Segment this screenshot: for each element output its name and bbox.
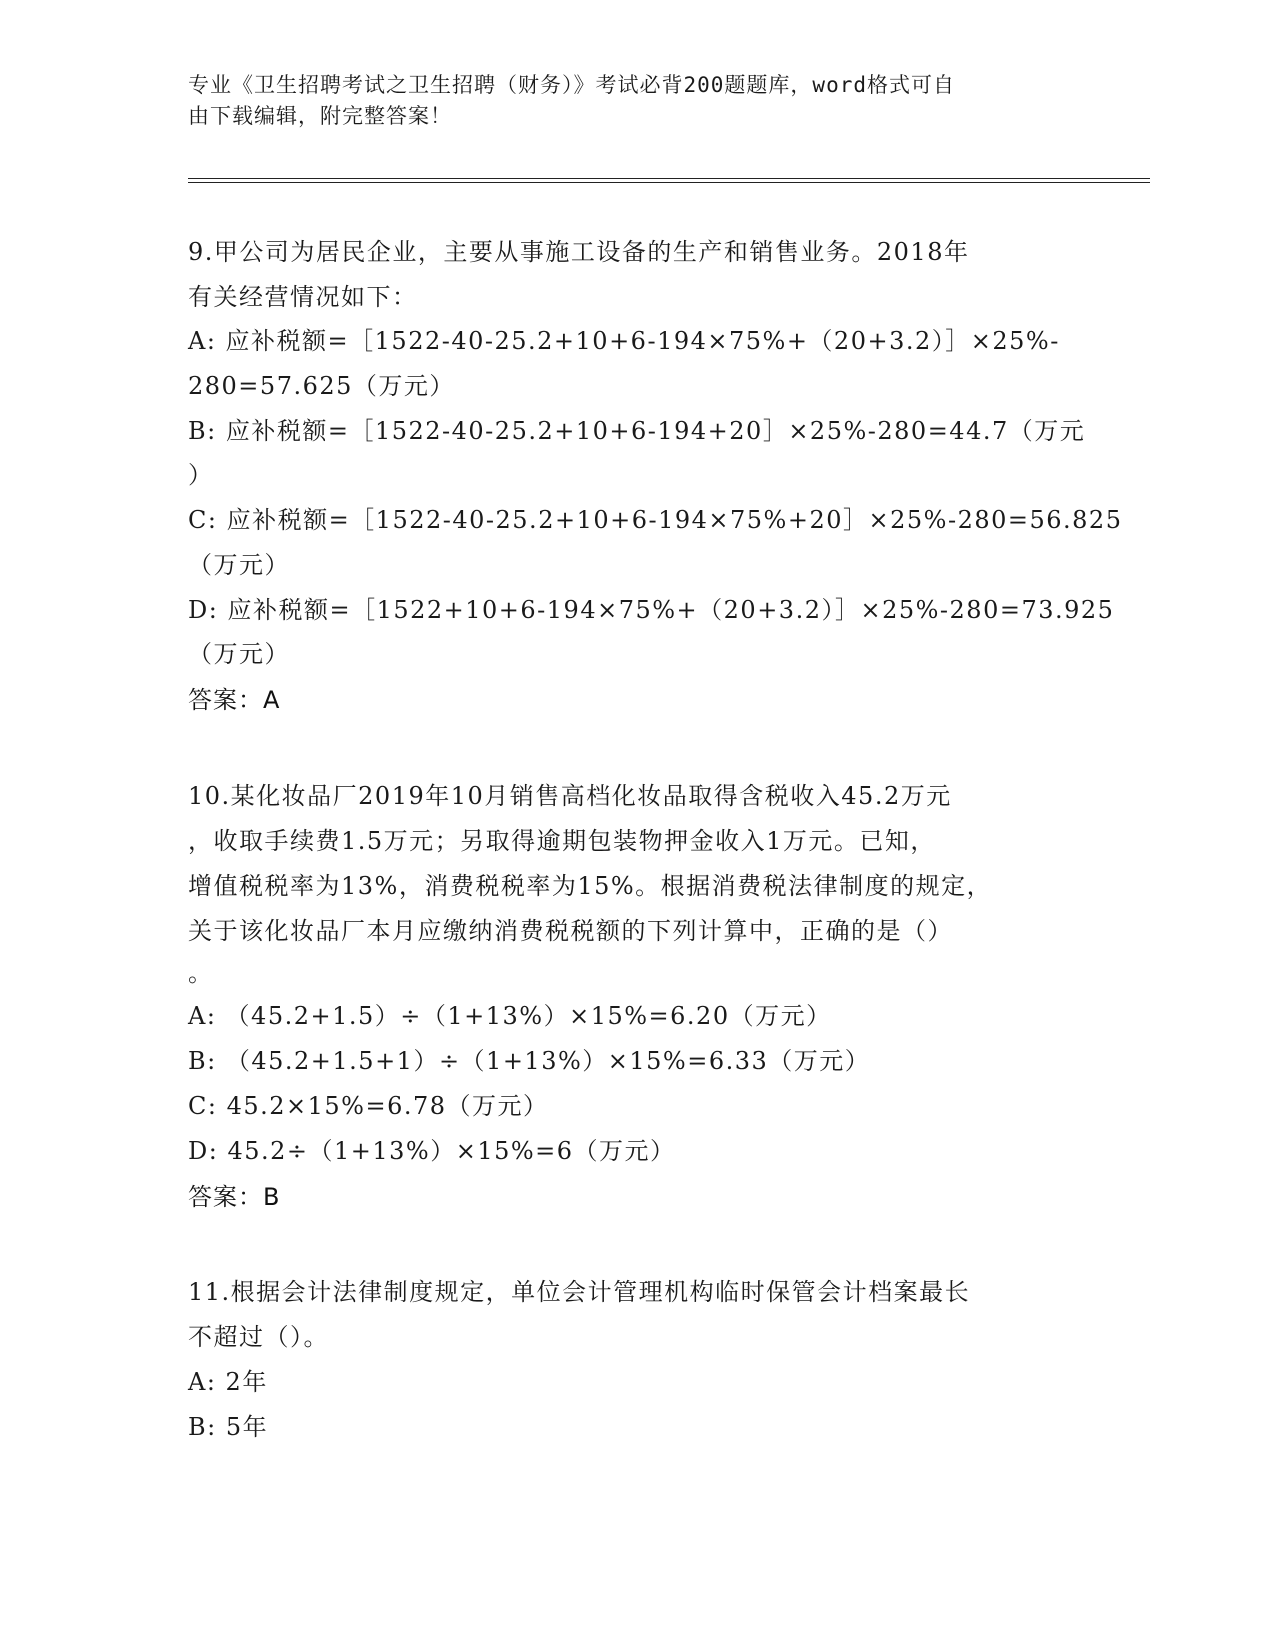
question-stem-line: 不超过（）。 bbox=[188, 1323, 329, 1351]
header-divider-top bbox=[188, 178, 1150, 179]
header-divider-bottom bbox=[188, 182, 1150, 183]
option-a-line: A: 2年 bbox=[188, 1368, 268, 1396]
question-stem-line: 增值税税率为13%，消费税税率为15%。根据消费税法律制度的规定， bbox=[188, 872, 993, 900]
question-stem-line: 11.根据会计法律制度规定，单位会计管理机构临时保管会计档案最长 bbox=[188, 1278, 971, 1306]
option-d-line: （万元） bbox=[188, 640, 290, 668]
option-c-line: C: 45.2×15%=6.78（万元） bbox=[188, 1092, 549, 1120]
question-stem-line: 。 bbox=[188, 959, 214, 987]
option-b-line: B: 应补税额=［1522-40-25.2+10+6-194+20］×25%-280=44.7（万元 bbox=[188, 417, 1086, 445]
option-a-line: 280=57.625（万元） bbox=[188, 372, 455, 400]
option-c-line: C: 应补税额=［1522-40-25.2+10+6-194×75%+20］×25%-280=56.825 bbox=[188, 506, 1123, 534]
option-a-line: A: （45.2+1.5）÷（1+13%）×15%=6.20（万元） bbox=[188, 1002, 832, 1030]
question-stem-line: 关于该化妆品厂本月应缴纳消费税税额的下列计算中，正确的是（） bbox=[188, 917, 953, 945]
option-b-line: B: （45.2+1.5+1）÷（1+13%）×15%=6.33（万元） bbox=[188, 1047, 871, 1075]
question-stem-line: 10.某化妆品厂2019年10月销售高档化妆品取得含税收入45.2万元 bbox=[188, 782, 952, 810]
document-header bbox=[188, 70, 1088, 132]
option-b-line: ） bbox=[188, 461, 214, 489]
option-a-line: A: 应补税额=［1522-40-25.2+10+6-194×75%+（20+3.2）］×25%- bbox=[188, 327, 1060, 355]
answer-label: 答案：B bbox=[188, 1183, 281, 1211]
option-d-line: D: 45.2÷（1+13%）×15%=6（万元） bbox=[188, 1137, 676, 1165]
answer-label: 答案：A bbox=[188, 686, 281, 714]
header-line-1: 专业《卫生招聘考试之卫生招聘（财务）》考试必背200题题库，word格式可自 bbox=[188, 73, 955, 97]
option-b-line: B: 5年 bbox=[188, 1413, 269, 1441]
question-stem-line: ，收取手续费1.5万元；另取得逾期包装物押金收入1万元。已知， bbox=[188, 827, 936, 855]
option-c-line: （万元） bbox=[188, 551, 290, 579]
header-line-2: 由下载编辑，附完整答案！ bbox=[188, 104, 452, 128]
question-stem-line: 9.甲公司为居民企业，主要从事施工设备的生产和销售业务。2018年 bbox=[188, 238, 970, 266]
question-stem-line: 有关经营情况如下： bbox=[188, 283, 418, 311]
option-d-line: D: 应补税额=［1522+10+6-194×75%+（20+3.2）］×25%-280=73.925 bbox=[188, 596, 1115, 624]
